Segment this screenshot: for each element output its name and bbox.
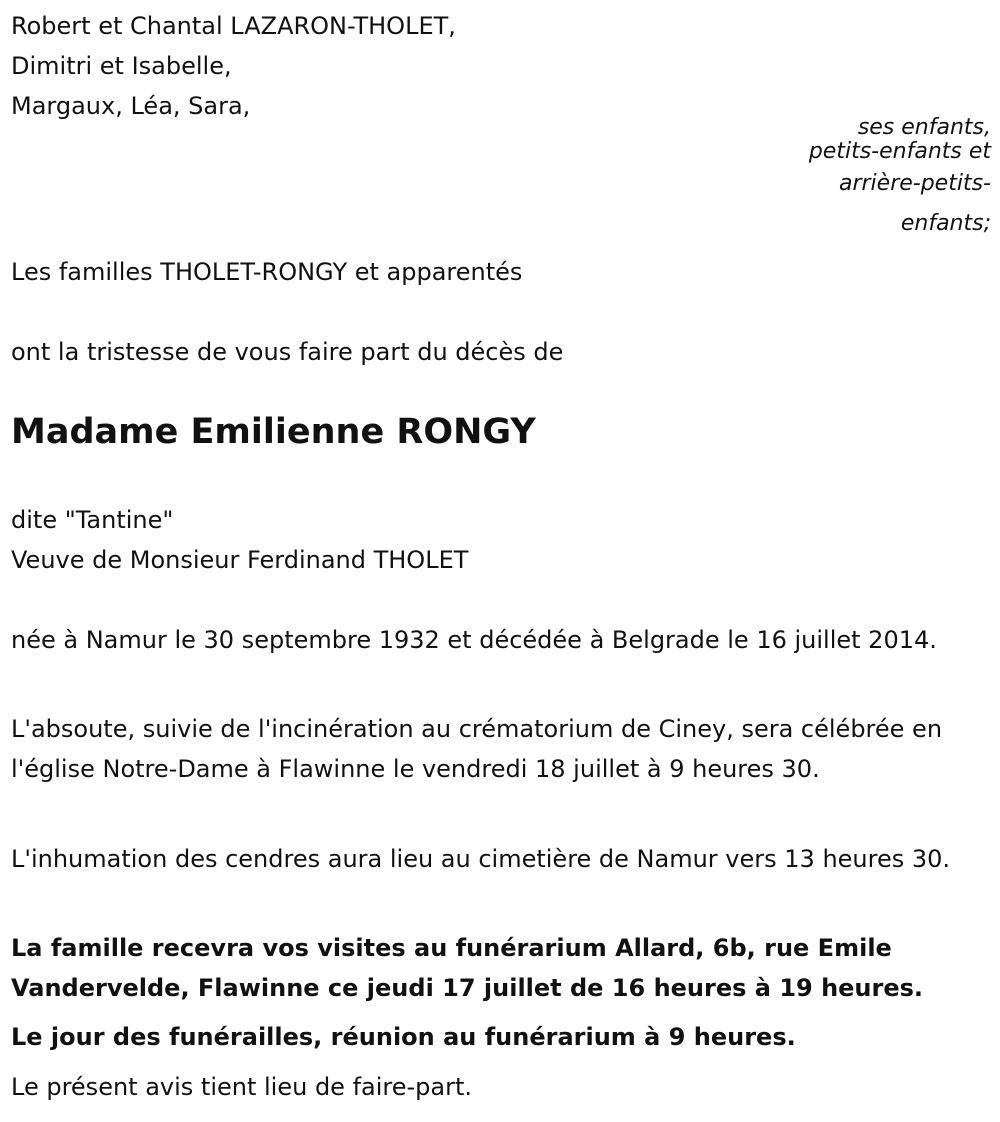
deceased-widow-of: Veuve de Monsieur Ferdinand THOLET [11, 546, 469, 574]
birth-death-paragraph: née à Namur le 30 septembre 1932 et décédée à Belgrade le 16 juillet 2014. [11, 626, 937, 654]
family-line-1: Robert et Chantal LAZARON-THOLET, [11, 12, 456, 40]
family-list [11, 6, 456, 126]
family-relation [731, 116, 991, 244]
deceased-nickname: dite "Tantine" [11, 506, 174, 534]
relation-line-3: arrière-petits- [838, 171, 991, 196]
announcement-text: ont la tristesse de vous faire part du décès de [11, 338, 564, 366]
burial-paragraph: L'inhumation des cendres aura lieu au cimetière de Namur vers 13 heures 30. [11, 845, 951, 873]
obituary-page [11, 0, 991, 1122]
notice-paragraph: Le présent avis tient lieu de faire-part. [11, 1073, 473, 1101]
relation-line-1: ses enfants, [857, 115, 991, 140]
meeting-paragraph: Le jour des funérailles, réunion au funérarium à 9 heures. [11, 1023, 796, 1051]
relation-line-2: petits-enfants et [808, 139, 991, 164]
relation-line-4: enfants; [900, 211, 991, 236]
family-line-3: Margaux, Léa, Sara, [11, 92, 251, 120]
visits-paragraph: La famille recevra vos visites au funérarium Allard, 6b, rue Emile Vandervelde, Flawinne ce jeudi 17 juillet de 16 heures à 19 heures. [11, 934, 924, 1002]
ceremony-paragraph: L'absoute, suivie de l'incinération au crématorium de Ciney, sera célébrée en l'église Notre-Dame à Flawinne le vendredi 18 juillet à 9 heures 30. [11, 715, 943, 783]
extended-families: Les familles THOLET-RONGY et apparentés [11, 258, 523, 286]
deceased-name: Madame Emilienne RONGY [11, 412, 536, 452]
family-line-2: Dimitri et Isabelle, [11, 52, 232, 80]
